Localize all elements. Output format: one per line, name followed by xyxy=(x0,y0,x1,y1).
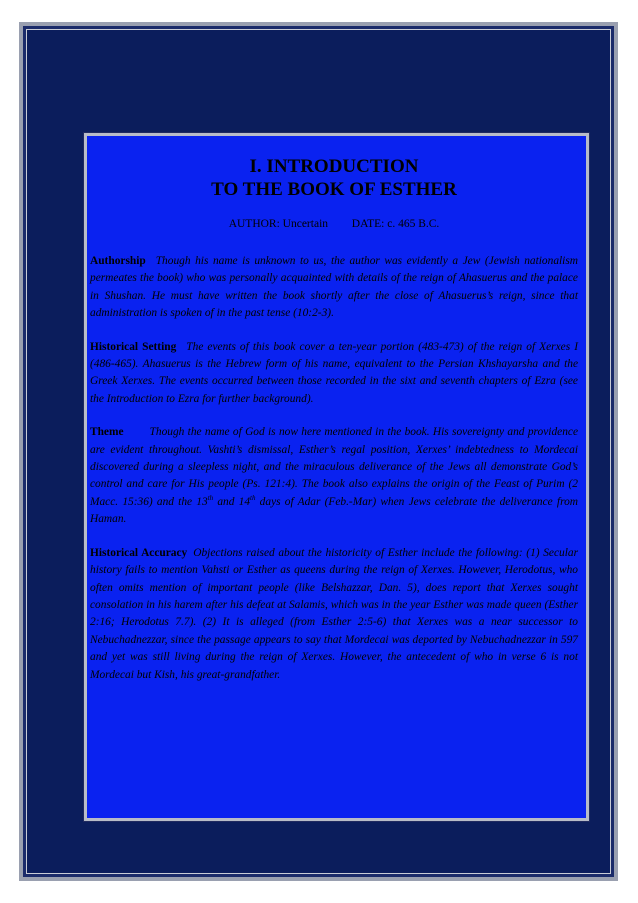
date-label: DATE: c. 465 B.C. xyxy=(351,218,440,230)
section-body: Though his name is unknown to us, the author was evidently a Jew (Jewish nationalism permeates the book) who was personally acquainted with details of the reign of Ahasuerus and the palace in Shushan. He must have written the book shortly after the close of Ahasuerus’s reign, since that administration is spoken of in the past tense (10:2-3). xyxy=(90,255,578,320)
section-body-part-3: days of Adar (Feb.-Mar) when Jews celebrate the deliverance from Haman. xyxy=(90,495,579,526)
title-line-2: TO THE BOOK OF ESTHER xyxy=(211,179,457,200)
section-historical-setting xyxy=(90,339,578,409)
author-date-line xyxy=(90,217,578,231)
superscript-th: th xyxy=(207,494,214,503)
section-theme xyxy=(90,424,578,528)
section-body: The events of this book cover a ten-year portion (483-473) of the reign of Xerxes I (486-465). Ahasuerus is the Hebrew form of his name, equivalent to the Persian Khshayarsha and the Greek Xerxes. The events occurred between those recorded in the sixt and seventh chapters of Ezra (see the Introduction to Ezra for further background). xyxy=(90,340,578,405)
document-content xyxy=(90,155,578,700)
section-historical-accuracy xyxy=(90,545,578,684)
section-body: Objections raised about the historicity of Esther include the following: (1) Secular history fails to mention Vahsti or Esther as queens during the reign of Xerxes. However, Herodotus, who often omits mention of important people (like Belshazzar, Dan. 5), does report that Xerxes sought consolation in his harem after his defeat at Salamis, which was in the year Esther was made queen (Esther 2:16; Herodotus 7.7). (2) It is alleged (from Esther 2:5-6) that Xerxes was a near successor to Nebuchadnezzar, since the passage appears to say that Mordecai was deported by Nebuchadnezzar in 597 and yet was still living during the reign of Xerxes. However, the antecedent of who in verse 6 is not Mordecai but Kish, his great-grandfather. xyxy=(90,546,578,681)
section-body-part-1: Though the name of God is now here mentioned in the book. His sovereignty and providence are evident throughout. Vashti’s dismissal, Esther’s regal position, Xerxes’ indebtedness to Mordecai discovered during a sleepless night, and the miraculous deliverance of the Jews all demonstrate God’s control and care for His people (Ps. 121:4). The book also explains the origin of the Feast of Purim (2 Macc. 15:36) and the 13 xyxy=(90,426,578,508)
section-heading: Theme xyxy=(90,426,124,439)
page-title xyxy=(90,155,578,201)
section-authorship xyxy=(90,253,578,323)
author-label: AUTHOR: Uncertain xyxy=(228,218,329,230)
section-heading: Historical Accuracy xyxy=(90,546,188,559)
title-line-1: I. INTRODUCTION xyxy=(249,156,419,177)
section-body-part-2: and 14 xyxy=(213,495,251,508)
section-heading: Authorship xyxy=(90,255,146,267)
section-heading: Historical Setting xyxy=(90,340,177,353)
superscript-th: th xyxy=(250,494,256,503)
